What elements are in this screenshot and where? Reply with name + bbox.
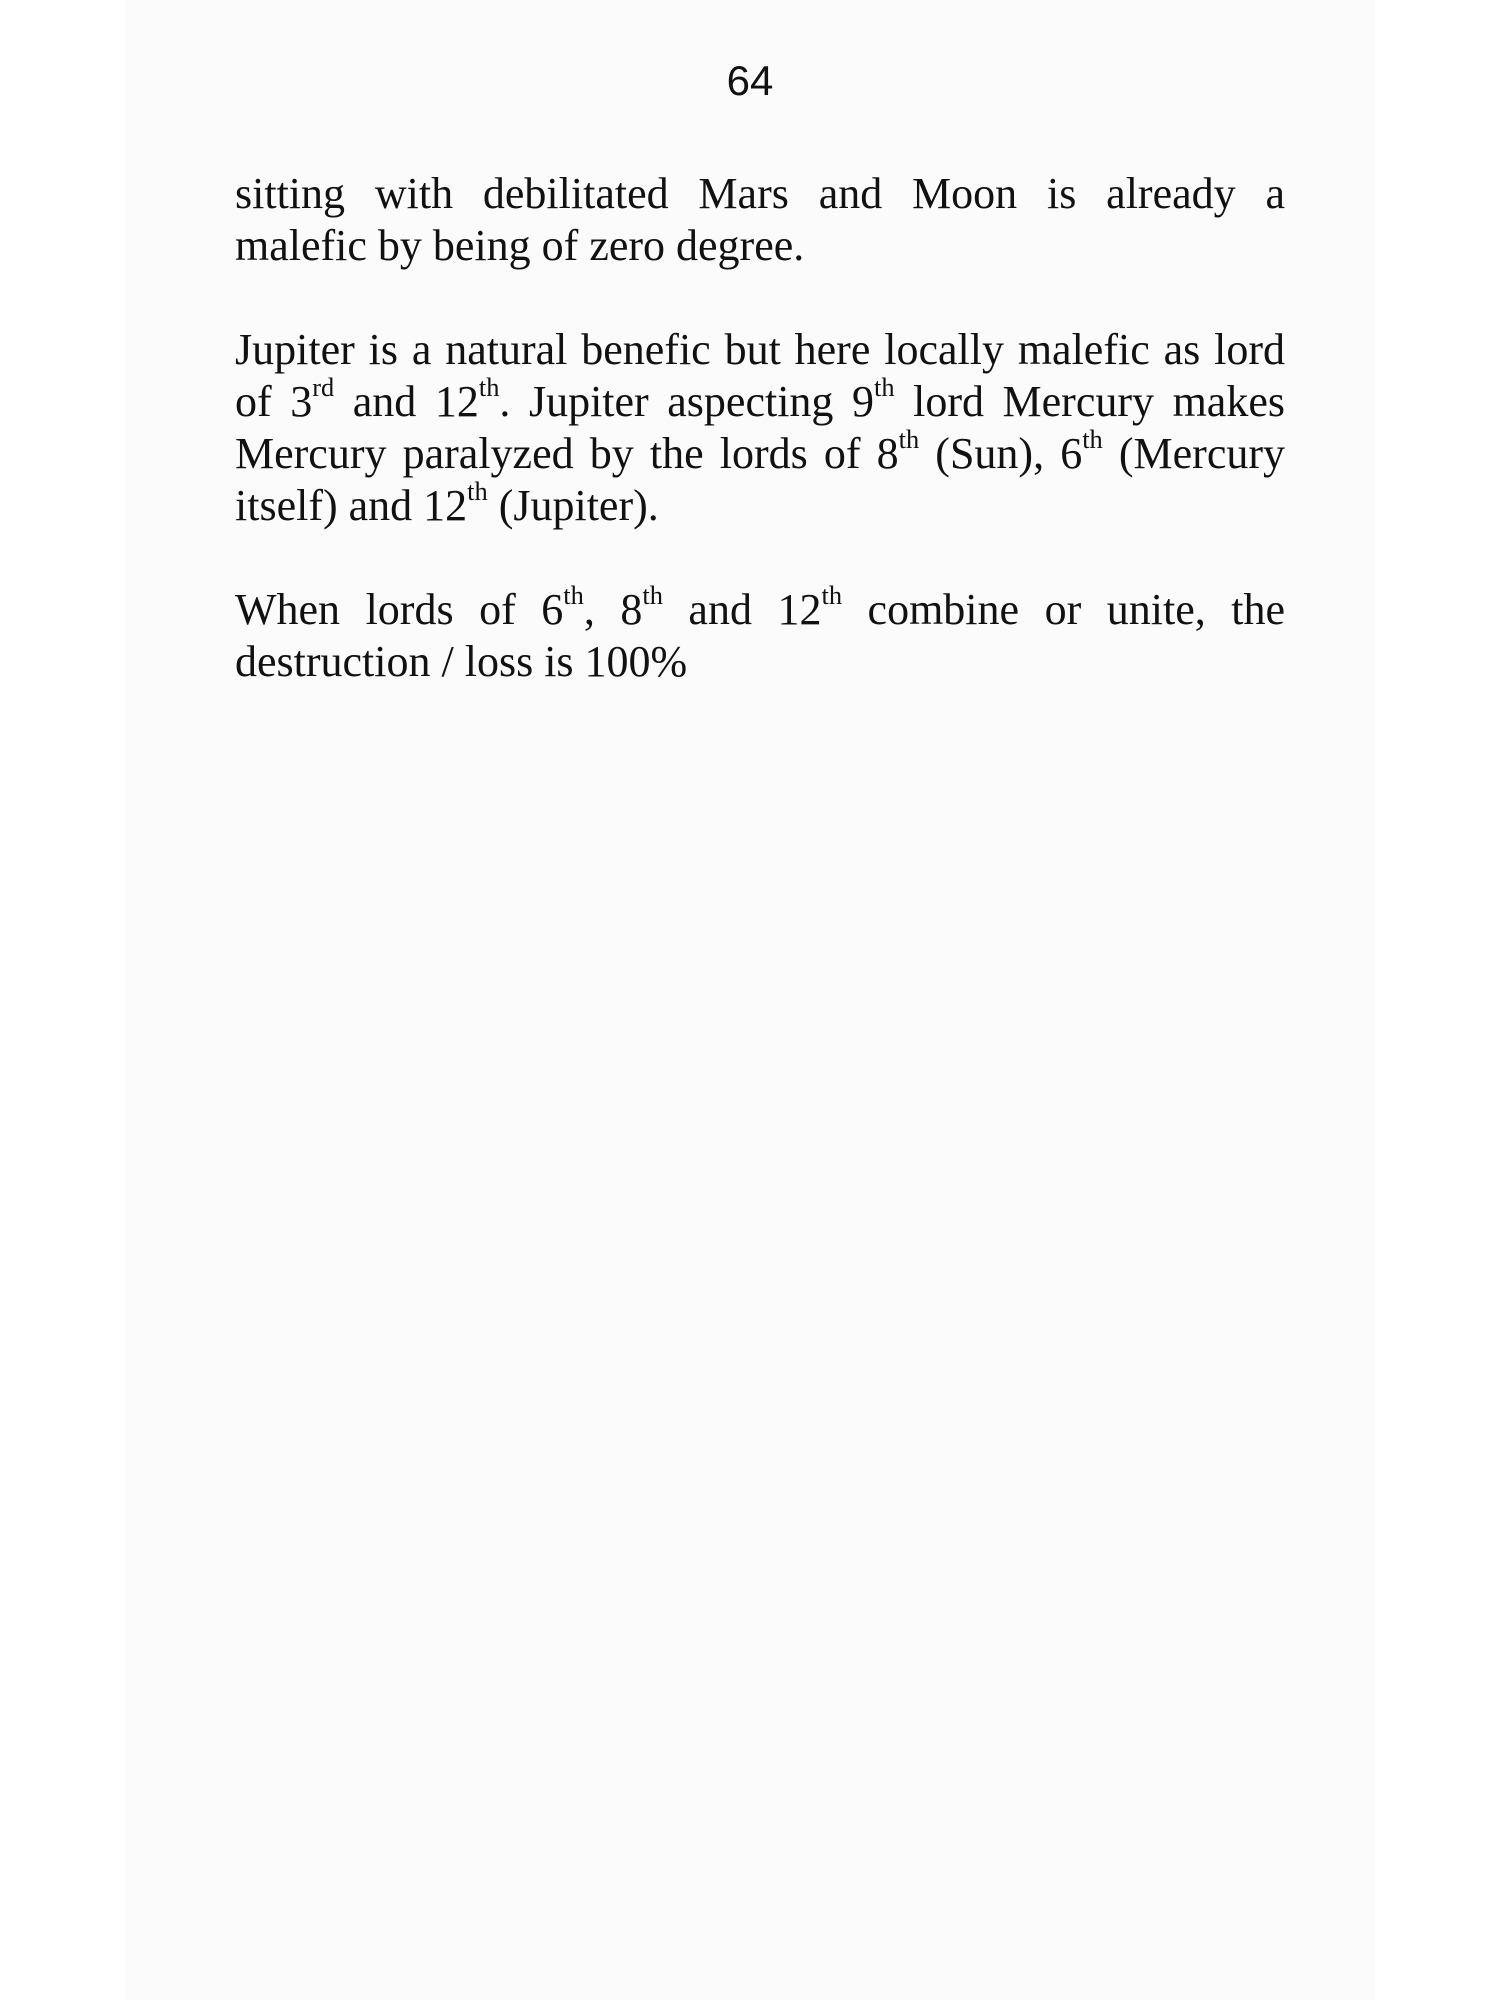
ordinal-suffix: th (1082, 424, 1103, 455)
text-line (235, 168, 1285, 220)
text-segment: (Jupiter). (487, 481, 659, 530)
ordinal-suffix: th (821, 580, 843, 611)
text-segment: itself) and 12 (235, 481, 468, 530)
ordinal-suffix: th (642, 580, 663, 611)
text-segment: Mercury paralyzed by the lords of 8 (235, 429, 899, 478)
ordinal-suffix: th (467, 476, 488, 507)
paragraph (235, 324, 1285, 532)
ordinal-suffix: rd (312, 372, 335, 403)
paragraph (235, 168, 1285, 272)
ordinal-suffix: th (874, 372, 895, 403)
paragraph (235, 580, 1286, 688)
text-line (235, 636, 1285, 688)
text-line (235, 424, 1285, 480)
text-line (235, 220, 1285, 272)
text-segment: . Jupiter aspecting 9 (499, 377, 874, 426)
text-segment: (Sun), 6 (919, 429, 1083, 478)
text-segment: of 3 (235, 377, 313, 426)
text-line (235, 476, 1285, 532)
text-line (235, 324, 1285, 376)
ordinal-suffix: th (898, 424, 920, 455)
ordinal-suffix: th (563, 580, 584, 611)
body-text (235, 168, 1285, 740)
text-segment: sitting with debilitated Mars and Moon is already a (235, 169, 1285, 218)
text-segment: When lords of 6 (235, 585, 564, 634)
text-segment: and 12 (662, 585, 822, 634)
text-segment: malefic by being of zero degree. (235, 221, 805, 270)
text-segment: and 12 (334, 377, 479, 426)
book-page (125, 0, 1375, 2000)
text-segment: combine or unite, the (842, 585, 1286, 634)
text-segment: Jupiter is a natural benefic but here locally malefic as lord (235, 325, 1285, 374)
text-segment: (Mercury (1102, 429, 1285, 478)
text-line (235, 580, 1286, 636)
text-segment: destruction / loss is 100% (235, 637, 688, 686)
text-segment: , 8 (583, 585, 643, 634)
ordinal-suffix: th (478, 372, 500, 403)
text-line (235, 372, 1285, 428)
text-segment: lord Mercury makes (894, 377, 1285, 426)
page-number: 64 (726, 57, 774, 104)
